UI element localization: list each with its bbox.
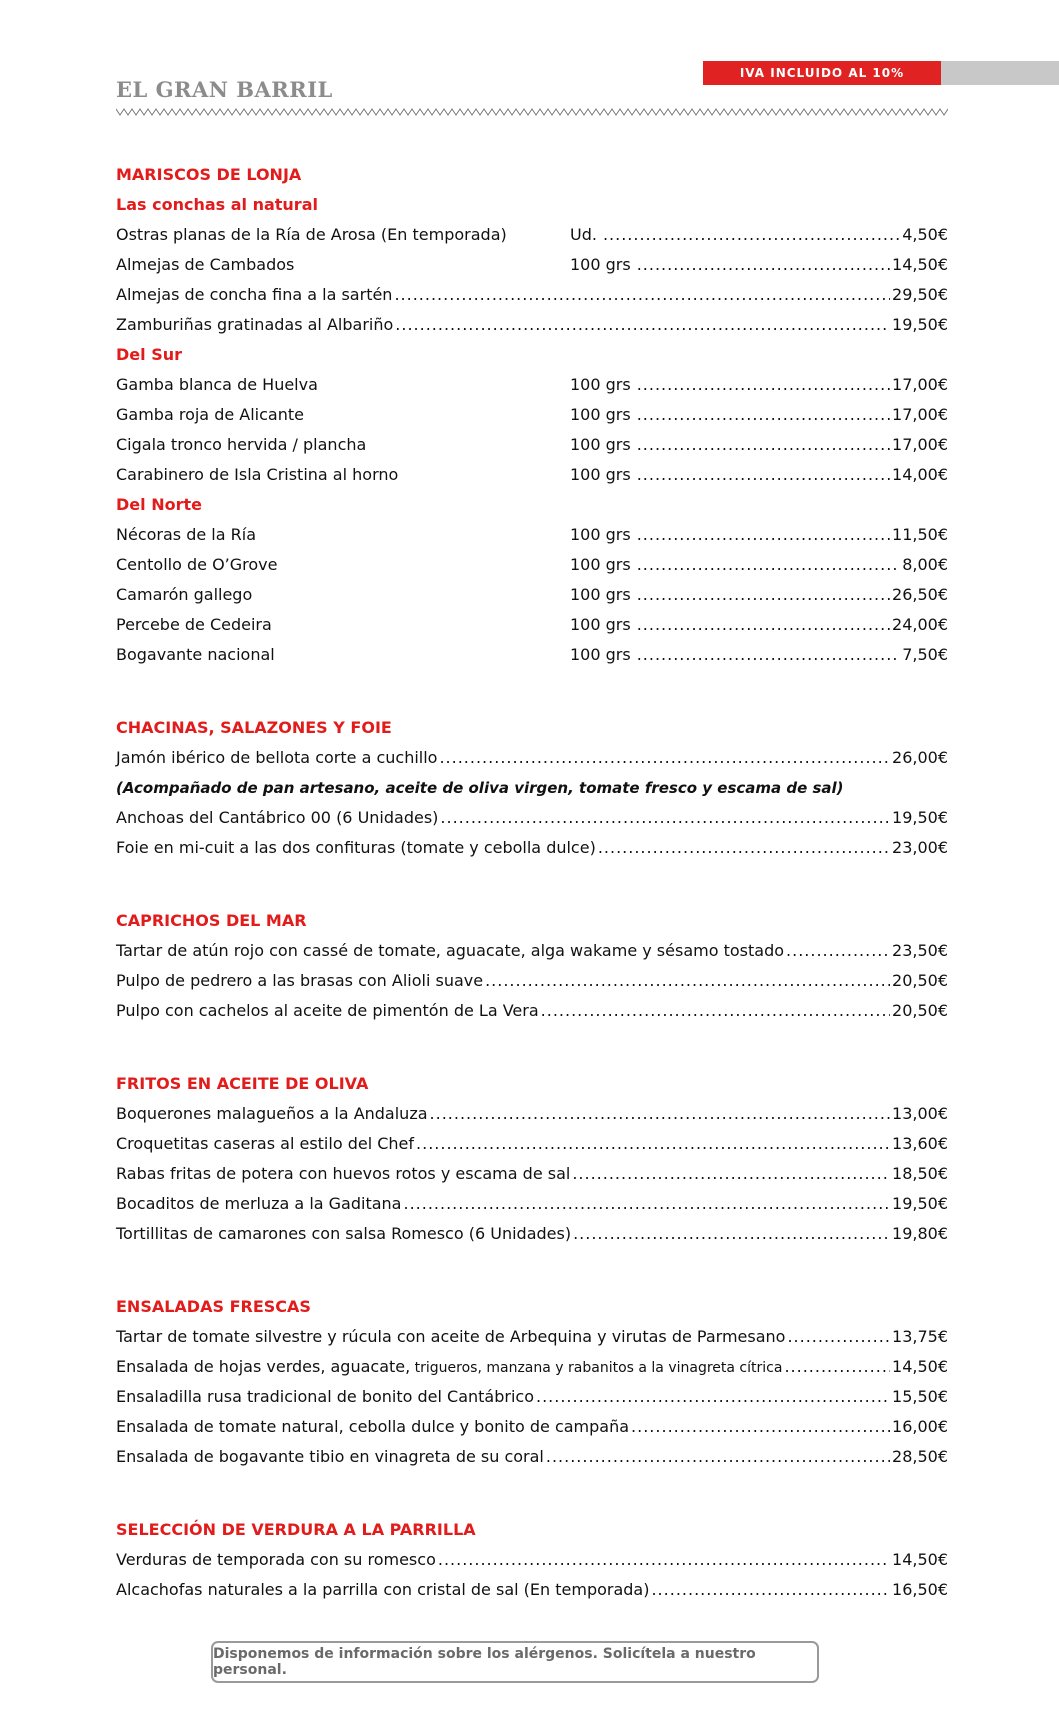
- menu-item: [116, 400, 948, 430]
- menu-item-name: [116, 220, 570, 250]
- menu-item-name-text: Anchoas del Cantábrico 00 (6 Unidades): [116, 808, 439, 827]
- decorative-zigzag-divider: [116, 107, 948, 117]
- menu-item: [116, 936, 948, 966]
- menu-item-unit: 100 grs: [570, 465, 631, 484]
- menu-section: [116, 1515, 948, 1605]
- dot-leader: [439, 743, 890, 773]
- menu-item-name-text: Almejas de Cambados: [116, 255, 295, 274]
- menu-item: [116, 833, 948, 863]
- menu-item-name-text: Tortillitas de camarones con salsa Romesco (6 Unidades): [116, 1224, 572, 1243]
- menu-item-price: 29,50€: [892, 285, 948, 304]
- menu-item-price: 16,50€: [892, 1580, 948, 1599]
- menu-item: [116, 1189, 948, 1219]
- menu-item: [116, 966, 948, 996]
- section-title: ENSALADAS FRESCAS: [116, 1297, 311, 1316]
- menu-item-name-text: Jamón ibérico de bellota corte a cuchillo: [116, 748, 438, 767]
- dot-leader: [637, 400, 890, 430]
- menu-item: [116, 1352, 948, 1382]
- dot-leader: [637, 250, 890, 280]
- menu-item-name: [116, 610, 570, 640]
- menu-item: [116, 1322, 948, 1352]
- menu-item-name: [116, 430, 570, 460]
- menu-item: [116, 1442, 948, 1472]
- allergen-notice-text: Disponemos de información sobre los alérgenos. Solicítela a nuestro personal.: [213, 1646, 756, 1678]
- dot-leader: [394, 280, 890, 310]
- menu-item-price: 8,00€: [902, 555, 948, 574]
- dot-leader: [637, 430, 890, 460]
- menu-item-name-text: Ensalada de tomate natural, cebolla dulce y bonito de campaña: [116, 1417, 630, 1436]
- menu-item-name: [116, 1352, 782, 1383]
- menu-item-price: 15,50€: [892, 1387, 948, 1406]
- menu-item: [116, 1545, 948, 1575]
- menu-item-name-text: Camarón gallego: [116, 585, 253, 604]
- menu-item-name-text: Bogavante nacional: [116, 645, 275, 664]
- menu-item-name-text: Ensaladilla rusa tradicional de bonito del Cantábrico: [116, 1387, 534, 1406]
- menu-item-name-text: Pulpo con cachelos al aceite de pimentón de La Vera: [116, 1001, 539, 1020]
- dot-leader: [637, 610, 890, 640]
- menu-item-name: [116, 1219, 571, 1249]
- menu-item-price: 24,00€: [892, 615, 948, 634]
- menu-item-name: [116, 640, 570, 670]
- dot-leader: [637, 370, 890, 400]
- menu-item: [116, 580, 948, 610]
- dot-leader: [395, 310, 890, 340]
- menu-item-unit: Ud.: [570, 225, 597, 244]
- menu-section: [116, 160, 948, 670]
- dot-leader: [598, 833, 890, 863]
- restaurant-name: EL GRAN BARRIL: [116, 77, 333, 102]
- dot-leader: [536, 1382, 890, 1412]
- menu-item-name-text: Zamburiñas gratinadas al Albariño: [116, 315, 394, 334]
- menu-item-name-text: Alcachofas naturales a la parrilla con cristal de sal (En temporada): [116, 1580, 650, 1599]
- menu-item-unit: 100 grs: [570, 375, 631, 394]
- menu-item-name: [116, 1322, 785, 1352]
- menu-item-name: [116, 1382, 534, 1412]
- menu-item: [116, 1099, 948, 1129]
- menu-item-name-text: Tartar de tomate silvestre y rúcula con aceite de Arbequina y virutas de Parmesano: [116, 1327, 786, 1346]
- menu-item: [116, 996, 948, 1026]
- dot-leader: [573, 1219, 890, 1249]
- menu-item: [116, 803, 948, 833]
- subsection-title: Las conchas al natural: [116, 195, 318, 214]
- menu-item: [116, 250, 948, 280]
- menu-item-name: [116, 580, 570, 610]
- dot-leader: [631, 1412, 890, 1442]
- menu-item-name-text: Ostras planas de la Ría de Arosa (En temporada): [116, 225, 507, 244]
- section-title: SELECCIÓN DE VERDURA A LA PARRILLA: [116, 1520, 476, 1539]
- menu-item-name: [116, 936, 784, 966]
- menu-item-name-text: Carabinero de Isla Cristina al horno: [116, 465, 399, 484]
- menu-item-name: [116, 550, 570, 580]
- menu-item-name-text: Nécoras de la Ría: [116, 525, 256, 544]
- menu-item-unit: 100 grs: [570, 615, 631, 634]
- menu-item-price: 7,50€: [902, 645, 948, 664]
- menu-item-name-text: Verduras de temporada con su romesco: [116, 1550, 436, 1569]
- dot-leader: [637, 640, 900, 670]
- dot-leader: [572, 1159, 890, 1189]
- menu-item-price: 16,00€: [892, 1417, 948, 1436]
- menu-item: [116, 1219, 948, 1249]
- menu-item-price: 17,00€: [892, 435, 948, 454]
- menu-item: [116, 460, 948, 490]
- menu-item-unit: 100 grs: [570, 255, 631, 274]
- menu-item-price: 23,00€: [892, 838, 948, 857]
- menu-item-price: 11,50€: [892, 525, 948, 544]
- dot-leader: [786, 936, 890, 966]
- menu-item: [116, 310, 948, 340]
- dot-leader: [603, 220, 900, 250]
- menu-item-unit: 100 grs: [570, 585, 631, 604]
- subsection-title: Del Sur: [116, 345, 182, 364]
- menu-item-name: [116, 250, 570, 280]
- menu-item-name-text: Croquetitas caseras al estilo del Chef: [116, 1134, 415, 1153]
- menu-item-unit: 100 grs: [570, 645, 631, 664]
- dot-leader: [787, 1322, 890, 1352]
- menu-item-name: [116, 520, 570, 550]
- menu-item-name-text: Tartar de atún rojo con cassé de tomate, aguacate, alga wakame y sésamo tostado: [116, 941, 785, 960]
- menu-item-price: 28,50€: [892, 1447, 948, 1466]
- dot-leader: [438, 1545, 890, 1575]
- menu-item-name: [116, 1545, 436, 1575]
- menu-item-name: [116, 1159, 570, 1189]
- menu-item-price: 4,50€: [902, 225, 948, 244]
- menu-item-price: 14,50€: [892, 1550, 948, 1569]
- menu-section: [116, 906, 948, 1026]
- menu-item: [116, 550, 948, 580]
- menu-item-name-text: Gamba blanca de Huelva: [116, 375, 318, 394]
- menu-item-name-text: Gamba roja de Alicante: [116, 405, 304, 424]
- menu-item: [116, 1159, 948, 1189]
- dot-leader: [651, 1575, 890, 1605]
- menu-item-name-text: Foie en mi-cuit a las dos confituras (tomate y cebolla dulce): [116, 838, 596, 857]
- menu-item-unit: 100 grs: [570, 435, 631, 454]
- menu-item-name: [116, 996, 539, 1026]
- menu-item-price: 23,50€: [892, 941, 948, 960]
- menu-section: [116, 1292, 948, 1472]
- menu-item: [116, 610, 948, 640]
- menu-item: [116, 370, 948, 400]
- menu-item-name: [116, 803, 438, 833]
- iva-label: IVA INCLUIDO AL 10%: [703, 61, 941, 85]
- menu-item-name: [116, 280, 392, 310]
- menu-item-name: [116, 1099, 428, 1129]
- dot-leader: [541, 996, 890, 1026]
- dot-leader: [430, 1099, 890, 1129]
- menu-item-price: 20,50€: [892, 971, 948, 990]
- dot-leader: [485, 966, 890, 996]
- menu-item-price: 14,00€: [892, 465, 948, 484]
- menu-item-name: [116, 833, 596, 863]
- section-title: CHACINAS, SALAZONES Y FOIE: [116, 718, 392, 737]
- menu-item-name-detail: trigueros, manzana y rabanitos a la vinagreta cítrica: [410, 1360, 783, 1376]
- menu-item-price: 17,00€: [892, 405, 948, 424]
- menu-item: [116, 1575, 948, 1605]
- menu-item-name: [116, 1189, 401, 1219]
- menu-item-price: 19,50€: [892, 1194, 948, 1213]
- menu-item: [116, 640, 948, 670]
- dot-leader: [637, 550, 900, 580]
- menu-item: [116, 430, 948, 460]
- menu-item-price: 13,00€: [892, 1104, 948, 1123]
- menu-item-name: [116, 1442, 544, 1472]
- menu-item-price: 19,50€: [892, 808, 948, 827]
- menu-item-name: [116, 743, 437, 773]
- menu-item-unit: 100 grs: [570, 555, 631, 574]
- menu-item: [116, 1129, 948, 1159]
- menu-item-name-text: Rabas fritas de potera con huevos rotos y escama de sal: [116, 1164, 571, 1183]
- dot-leader: [637, 580, 890, 610]
- dot-leader: [403, 1189, 890, 1219]
- menu-item-price: 14,50€: [892, 1357, 948, 1376]
- menu-item-name: [116, 1575, 649, 1605]
- subsection-title: Del Norte: [116, 495, 202, 514]
- menu-item: [116, 743, 948, 773]
- menu-item-price: 20,50€: [892, 1001, 948, 1020]
- menu-item-name: [116, 460, 570, 490]
- menu-item-name-text: Centollo de O’Grove: [116, 555, 278, 574]
- menu-item: [116, 220, 948, 250]
- menu-item-name: [116, 370, 570, 400]
- menu-item-price: 26,00€: [892, 748, 948, 767]
- menu-item-unit: 100 grs: [570, 525, 631, 544]
- menu-item: [116, 520, 948, 550]
- menu-item-price: 19,80€: [892, 1224, 948, 1243]
- menu-item-price: 14,50€: [892, 255, 948, 274]
- menu-item-name-text: Ensalada de bogavante tibio en vinagreta de su coral: [116, 1447, 544, 1466]
- section-title: CAPRICHOS DEL MAR: [116, 911, 307, 930]
- menu-item-price: 18,50€: [892, 1164, 948, 1183]
- dot-leader: [784, 1352, 890, 1382]
- menu-item-price: 13,75€: [892, 1327, 948, 1346]
- menu-content: [116, 160, 948, 1648]
- menu-item-name-text: Percebe de Cedeira: [116, 615, 272, 634]
- menu-section: [116, 1069, 948, 1249]
- dot-leader: [440, 803, 890, 833]
- menu-item-name-text: Pulpo de pedrero a las brasas con Alioli suave: [116, 971, 484, 990]
- menu-item-name: [116, 966, 483, 996]
- menu-item-name: [116, 310, 393, 340]
- dot-leader: [637, 520, 890, 550]
- menu-item-price: 17,00€: [892, 375, 948, 394]
- iva-banner: [703, 61, 1059, 85]
- menu-item-name-text: Cigala tronco hervida / plancha: [116, 435, 367, 454]
- allergen-notice: [211, 1641, 819, 1683]
- menu-item: [116, 280, 948, 310]
- menu-item-name-text: Ensalada de hojas verdes, aguacate,: [116, 1357, 411, 1376]
- menu-item-unit: 100 grs: [570, 405, 631, 424]
- menu-item-name-text: Bocaditos de merluza a la Gaditana: [116, 1194, 402, 1213]
- section-title: MARISCOS DE LONJA: [116, 165, 302, 184]
- menu-item-name-text: Boquerones malagueños a la Andaluza: [116, 1104, 428, 1123]
- menu-section: [116, 713, 948, 863]
- menu-item-name: [116, 1412, 629, 1442]
- dot-leader: [546, 1442, 890, 1472]
- menu-item-price: 26,50€: [892, 585, 948, 604]
- menu-item-name-text: Almejas de concha fina a la sartén: [116, 285, 393, 304]
- menu-item-name: [116, 1129, 414, 1159]
- menu-item: [116, 1382, 948, 1412]
- menu-item-price: 19,50€: [892, 315, 948, 334]
- menu-item-name: [116, 400, 570, 430]
- dot-leader: [416, 1129, 890, 1159]
- menu-item: [116, 1412, 948, 1442]
- menu-item-price: 13,60€: [892, 1134, 948, 1153]
- section-title: FRITOS EN ACEITE DE OLIVA: [116, 1074, 369, 1093]
- dot-leader: [637, 460, 890, 490]
- menu-item-note: (Acompañado de pan artesano, aceite de oliva virgen, tomate fresco y escama de sal): [116, 779, 844, 797]
